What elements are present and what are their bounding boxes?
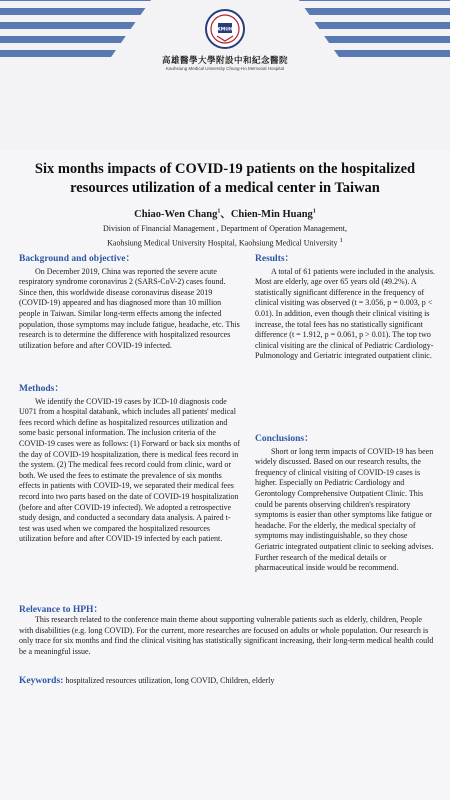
author-affiliation-mark: 1 xyxy=(312,208,316,215)
section-text: On December 2019, China was reported the severe acute respiratory syndrome coronavirus 2 (SARS-CoV-2) cases found. Since then, this worldwide disease coronavirus disease 2019 (COVID-19) appeared and has diagnosed more than 10 million people in Taiwan. Similar long-term effects among the infected population, those symptoms may include fatigue, headache, etc. This research is to determine the difference with hospitalized resources utilization before and after COVID-19 infected. xyxy=(19,266,240,350)
affiliation-line: Kaohsiung Medical University Hospital, Kaohsiung Medical University $^1$ xyxy=(107,237,343,248)
results-section xyxy=(255,254,435,362)
affiliation xyxy=(20,223,430,250)
section-heading: Methods： xyxy=(19,384,64,394)
decorative-stripes-right xyxy=(278,0,450,90)
decorative-stripes-left xyxy=(0,0,172,90)
author-affiliation-mark: 1 xyxy=(217,208,221,215)
section-heading: Background and objective： xyxy=(19,254,135,264)
methods-section xyxy=(19,384,241,545)
poster-title: Six months impacts of COVID-19 patients on the hospitalized resources utilization of a medical center in Taiwan xyxy=(34,161,416,196)
section-text: We identify the COVID-19 cases by ICD-10 diagnosis code U071 from a hospital databank, which includes all patients' medical fees record which define as hospitalized resources utilization and some basic personal information. The inclusion criteria of the COVID-19 cases were as follows: (1) Forward or back six months of the day of COVID-19 hospitalization, there is medical fees record in the system. (2) The medical fees record could from clinic, ward or both. We used the fees to estimate the prevalence of six months effects in patients with COVID-19, we separated their medical fees record into two parts based on the date of COVID-19 hospitalization (before and after COVID-19 infected). We adopted a retrospective study design, and conducted a secondary data analysis. A paired t-test was used when we compared the hospitalized resources utilization before and after COVID-19 infected by each patient. xyxy=(19,396,241,544)
section-heading: Relevance to HPH： xyxy=(19,605,103,615)
author-name: Chiao-Wen Chang xyxy=(134,209,218,220)
relevance-text: This research related to the conference main theme about supporting vulnerable patients such as elderly, children, People with disabilities (e.g. long COVID). For the current, more researches are focused on adults or whole population. Our research is only trace for six months and find the clinical visiting has statistically significant increasing, their long-term medical health could be a meaningful issue. xyxy=(19,615,434,656)
section-text: Short or long term impacts of COVID-19 has been widely discussed. Based on our research results, the frequency of clinical visiting of COVID-19 cases is higher. Especially on Pediatric Cardiology and Gerontology Comprehensive Outpatient Clinic. This could be parents observing children's respiratory symptoms is easier than other symptoms like fatigue or headache. For the elderly, the medical specialty of symptoms may indistinguishable, so they chose Geriatric integrated outpatient clinic to seeking advises. Further research of the medical details or pharmaceutical inside would be recommend. xyxy=(255,446,434,573)
author-separator: 、 xyxy=(220,209,231,220)
keywords-line xyxy=(19,676,434,686)
keywords-text: hospitalized resources utilization, long COVID, Children, elderly xyxy=(63,676,275,685)
authors-line xyxy=(0,206,450,221)
conclusions-section xyxy=(255,434,435,574)
section-text: A total of 61 patients were included in the analysis. Most are elderly, age over 65 years old (49.2%). A statistically significant difference in the frequency of clinical visiting was observed (t = 3.056, p = 0.003, p < 0.01). In addition, even though their clinical visiting is increase, the total fees has no statistically significant difference (t = 1.912, p = 0.061, p > 0.01). The top two clinical visiting are the clinical of Pediatric Cardiology-Pulmonology and Geriatric integrated outpatient clinic. xyxy=(255,266,435,361)
poster-header xyxy=(0,0,450,150)
hospital-logo xyxy=(203,8,247,50)
background-section xyxy=(19,254,241,351)
section-heading: Conclusions： xyxy=(255,434,314,444)
institution-chinese-name: 高雄醫學大學附設中和紀念醫院 xyxy=(161,56,288,66)
keywords-label: Keywords: xyxy=(19,676,64,686)
affiliation-line: Division of Financial Management , Department of Operation Management, xyxy=(103,224,347,233)
author-name: Chien-Min Huang xyxy=(230,209,313,220)
svg-text:KMUH: KMUH xyxy=(217,27,233,33)
institution-english-name: Kaohsiung Medical University Chung-Ho Memorial Hospital xyxy=(165,66,285,71)
section-heading: Results： xyxy=(255,254,295,264)
